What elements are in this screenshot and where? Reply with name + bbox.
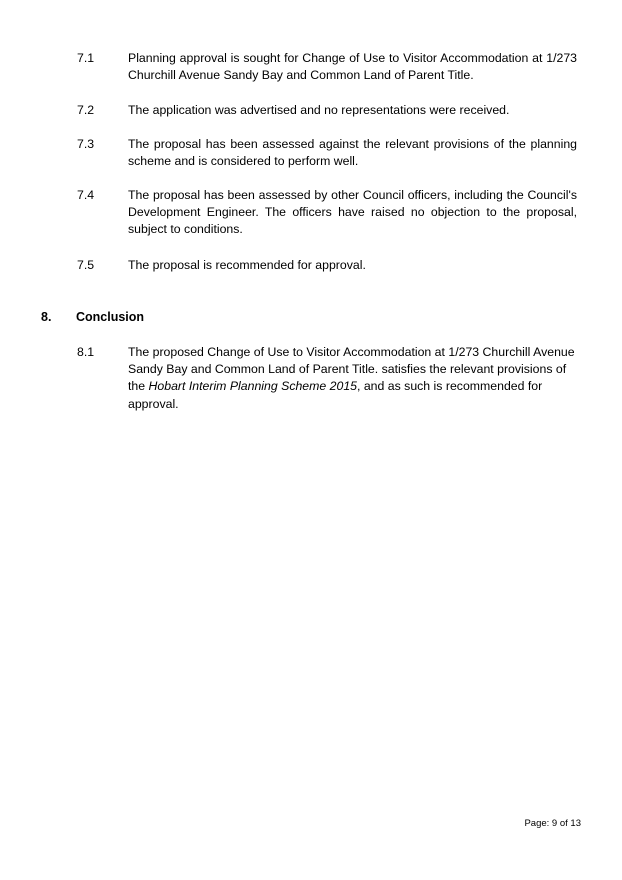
paragraph-text-end: , and as such is recommended for approval.	[128, 379, 543, 411]
paragraph-number: 7.3	[77, 137, 95, 151]
page-number-footer: Page: 9 of 13	[524, 818, 581, 829]
paragraph-number: 7.2	[77, 103, 95, 117]
paragraph-number: 8.1	[77, 345, 95, 359]
section-number: 8.	[41, 310, 52, 324]
paragraph-number: 7.1	[77, 51, 95, 65]
paragraph-text	[128, 344, 577, 413]
paragraph-number: 7.5	[77, 258, 95, 272]
paragraph-text: The proposal has been assessed against the relevant provisions of the planning scheme and is considered to perform well.	[128, 137, 577, 169]
planning-scheme-title: Hobart Interim Planning Scheme 2015	[148, 379, 357, 394]
section-title: Conclusion	[76, 310, 145, 324]
paragraph-text: The proposal has been assessed by other Council officers, including the Council's Development Engineer. The officers have raised no objection to the proposal, subject to conditions.	[128, 188, 577, 237]
paragraph-number: 7.4	[77, 188, 95, 202]
paragraph-text: Planning approval is sought for Change of Use to Visitor Accommodation at 1/273 Churchill Avenue Sandy Bay and Common Land of Parent Title.	[128, 51, 577, 83]
paragraph-text-start: The proposed Change of Use to Visitor Accommodation at 1/273 Churchill Avenue Sandy Bay and Common Land of Parent Title. satisfies the relevant provisions of the	[128, 345, 575, 394]
paragraph-text: The proposal is recommended for approval.	[128, 258, 366, 272]
paragraph-text: The application was advertised and no representations were received.	[128, 103, 510, 117]
